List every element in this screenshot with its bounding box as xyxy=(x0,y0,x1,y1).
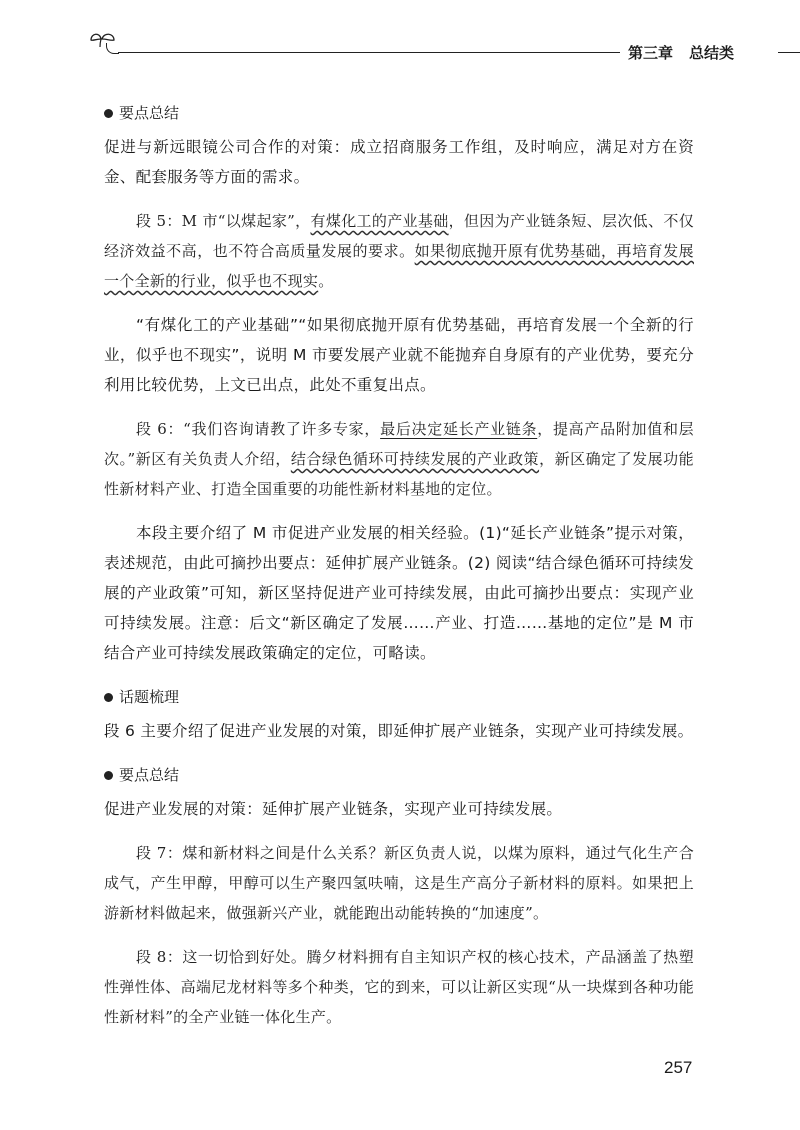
underline: 最后决定延长产业链条 xyxy=(380,420,538,438)
wavy-underline: 有煤化工的产业基础 xyxy=(310,212,449,230)
analysis-paragraph: “有煤化工的产业基础”“如果彻底抛开原有优势基础，再培育发展一个全新的行业，似乎也不现实”，说明 M 市要发展产业就不能抛弃自身原有的产业优势，要充分利用比较优势，上文已出点，此处不重复出点。 xyxy=(104,316,694,394)
header-rule-right xyxy=(778,52,800,53)
bullet-icon xyxy=(104,109,113,118)
page-header xyxy=(88,30,778,70)
source-paragraph-5: 段 5：M 市“以煤起家”，有煤化工的产业基础，但因为产业链条短、层次低、不仅经济效益不高，也不符合高质量发展的要求。如果彻底抛开原有优势基础，再培育发展一个全新的行业，似乎也不现实。 xyxy=(104,212,695,290)
page-body xyxy=(104,98,694,1046)
page-number: 257 xyxy=(664,1058,693,1077)
section-heading: 话题梳理 xyxy=(104,682,694,712)
source-paragraph-8: 段 8：这一切恰到好处。腾夕材料拥有自主知识产权的核心技术，产品涵盖了热塑性弹性体、高端尼龙材料等多个种类，它的到来，可以让新区实现“从一块煤到各种功能性新材料”的全产业链一体化生产。 xyxy=(104,948,694,1026)
wavy-underline: 如果彻底抛开原有优势基础，再培育发展一个全新的行业，似乎也不现实 xyxy=(104,242,694,290)
source-paragraph-7: 段 7：煤和新材料之间是什么关系？新区负责人说，以煤为原料，通过气化生产合成气，产生甲醇，甲醇可以生产聚四氢呋喃，这是生产高分子新材料的原料。如果把上游新材料做起来，做强新兴产业，就能跑出动能转换的“加速度”。 xyxy=(104,844,694,922)
wavy-underline: 结合绿色循环可持续发展的产业政策 xyxy=(290,450,540,468)
chapter-heading xyxy=(628,42,734,63)
chapter-number: 第三章 xyxy=(628,44,674,62)
section-heading: 要点总结 xyxy=(104,760,694,790)
summary-paragraph: 促进产业发展的对策：延伸扩展产业链条，实现产业可持续发展。 xyxy=(104,800,563,818)
topic-paragraph: 段 6 主要介绍了促进产业发展的对策，即延伸扩展产业链条，实现产业可持续发展。 xyxy=(104,722,694,740)
analysis-paragraph: 本段主要介绍了 M 市促进产业发展的相关经验。(1)“延长产业链条”提示对策，表述规范，由此可摘抄出要点：延伸扩展产业链条。(2) 阅读“结合绿色循环可持续发展的产业政策”可知，新区坚持促进产业可持续发展，由此可摘抄出要点：实现产业可持续发展。注意：后文“新区确定了发展……产业、打造……基地的定位”是 M 市结合产业可持续发展政策确定的定位，可略读。 xyxy=(104,524,694,662)
chapter-title: 总结类 xyxy=(689,44,735,62)
bullet-icon xyxy=(104,771,113,780)
summary-paragraph: 促进与新远眼镜公司合作的对策：成立招商服务工作组，及时响应，满足对方在资金、配套服务等方面的需求。 xyxy=(104,138,694,186)
header-rule-left xyxy=(118,52,620,53)
section-heading: 要点总结 xyxy=(104,98,694,128)
bullet-icon xyxy=(104,693,113,702)
source-paragraph-6: 段 6：“我们咨询请教了许多专家，最后决定延长产业链条，提高产品附加值和层次。”新区有关负责人介绍，结合绿色循环可持续发展的产业政策，新区确定了发展功能性新材料产业、打造全国重要的功能性新材料基地的定位。 xyxy=(104,420,694,498)
